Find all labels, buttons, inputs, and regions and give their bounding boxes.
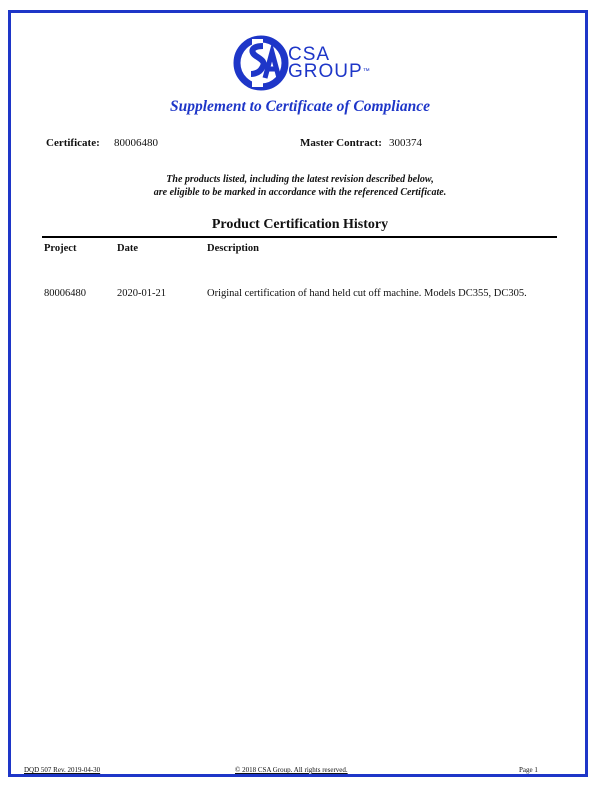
certificate-label: Certificate: xyxy=(46,137,100,149)
master-contract-label: Master Contract: xyxy=(300,137,382,149)
footer-copyright: © 2018 CSA Group. All rights reserved. xyxy=(235,766,348,774)
column-header-project: Project xyxy=(44,243,77,254)
notice-line-2: are eligible to be marked in accordance with the referenced Certificate. xyxy=(153,187,447,198)
row-project: 80006480 xyxy=(44,288,86,299)
column-header-description: Description xyxy=(207,243,259,254)
column-header-date: Date xyxy=(117,243,138,254)
document-title: Supplement to Certificate of Compliance xyxy=(169,98,431,115)
certificate-number: 80006480 xyxy=(114,137,158,149)
page-border xyxy=(8,10,588,777)
logo-wordmark-line2: GROUP xyxy=(288,61,363,82)
footer-form-number: DQD 507 Rev. 2019-04-30 xyxy=(24,766,101,774)
row-description: Original certification of hand held cut off machine. Models DC355, DC305. xyxy=(207,288,527,299)
row-date: 2020-01-21 xyxy=(117,288,166,299)
footer-page-number: Page 1 xyxy=(519,766,538,774)
master-contract-number: 300374 xyxy=(389,137,422,149)
logo-wordmark-line1: CSA xyxy=(288,44,331,65)
history-heading: Product Certification History xyxy=(211,217,389,232)
trademark-symbol: ™ xyxy=(362,68,370,75)
heading-rule xyxy=(42,236,557,238)
csa-logo-icon xyxy=(232,34,292,92)
eligibility-notice xyxy=(0,173,600,199)
logo-wordmark xyxy=(288,46,370,80)
notice-line-1: The products listed, including the latest revision described below, xyxy=(166,174,434,185)
